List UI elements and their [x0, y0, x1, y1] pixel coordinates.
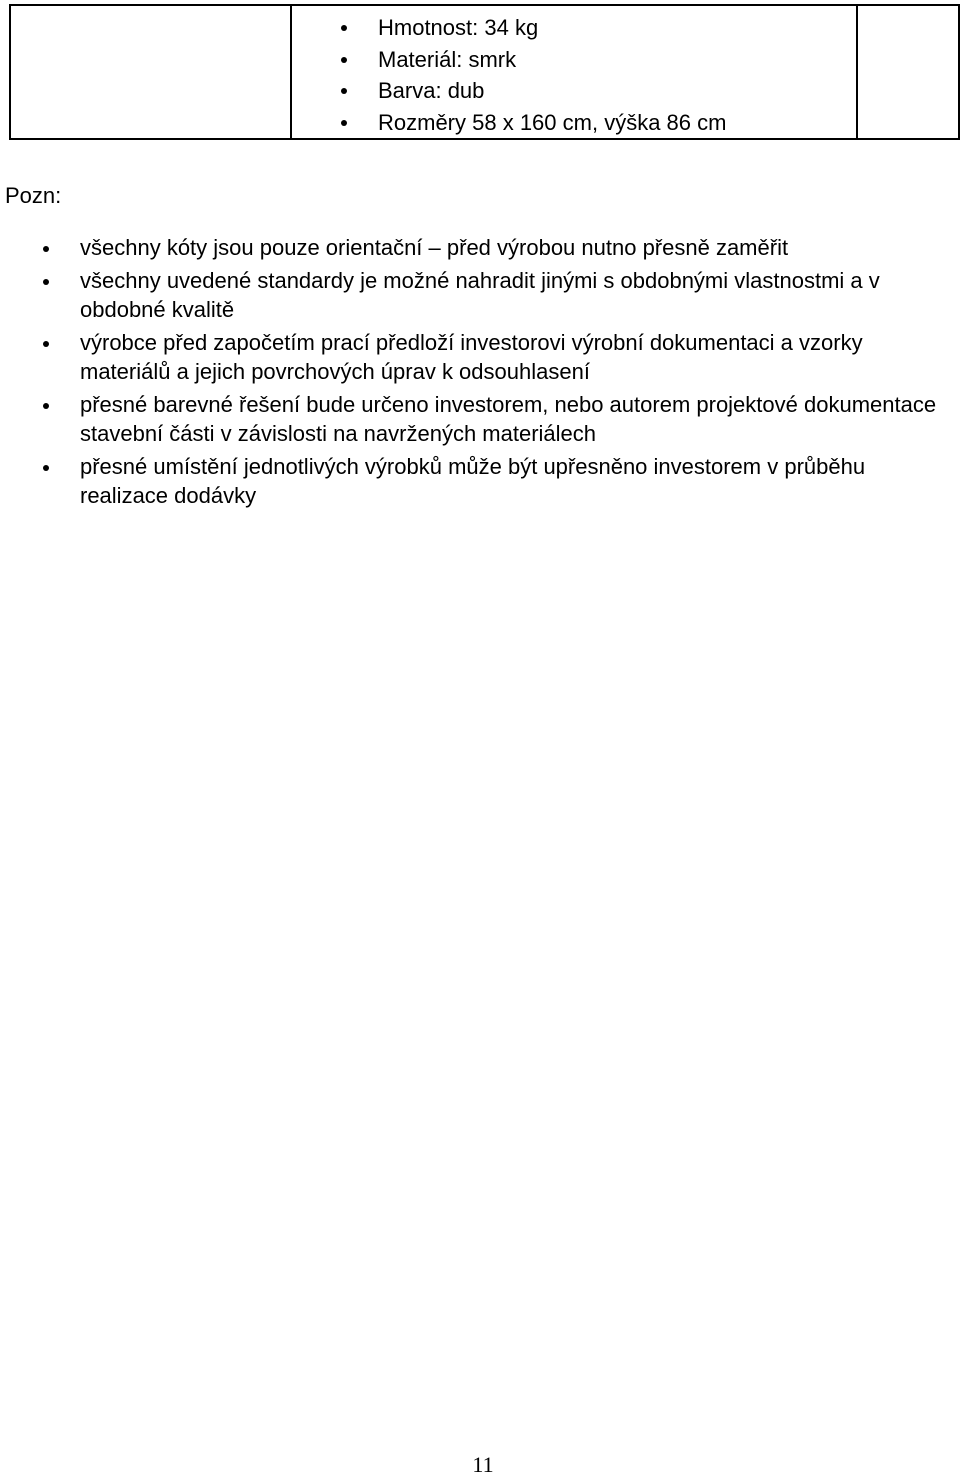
notes-list	[0, 233, 960, 514]
note-item	[0, 233, 960, 263]
bullet-icon	[341, 25, 347, 31]
page-number: 11	[472, 1452, 494, 1477]
note-text: výrobce před započetím prací předloží investorovi výrobní dokumentaci a vzorky materiálů a jejich povrchových úprav k odsouhlasení	[80, 329, 863, 384]
spec-table	[9, 4, 960, 140]
note-item	[0, 328, 960, 387]
note-item	[0, 452, 960, 511]
spec-list-item	[292, 107, 856, 139]
bullet-icon	[43, 403, 49, 409]
spec-list-item	[292, 12, 856, 44]
bullet-icon	[43, 279, 49, 285]
note-text: všechny kóty jsou pouze orientační – před výrobou nutno přesně zaměřit	[80, 235, 789, 260]
spec-list-item	[292, 44, 856, 76]
notes-label: Pozn:	[5, 183, 62, 208]
spec-dimensions: Rozměry 58 x 160 cm, výška 86 cm	[378, 109, 727, 135]
spec-table-cell-properties	[291, 5, 857, 139]
spec-color: Barva: dub	[378, 78, 485, 103]
spec-weight: Hmotnost: 34 kg	[378, 15, 539, 40]
spec-table-row	[10, 5, 959, 139]
note-item	[0, 266, 960, 325]
bullet-icon	[43, 246, 49, 252]
note-text: všechny uvedené standardy je možné nahradit jinými s obdobnými vlastnostmi a v obdobné kvalitě	[80, 267, 880, 322]
note-text: přesné barevné řešení bude určeno investorem, nebo autorem projektové dokumentace stavební části v závislosti na navržených materiálech	[80, 391, 937, 446]
bullet-icon	[341, 57, 347, 63]
spec-material: Materiál: smrk	[378, 46, 517, 72]
note-item	[0, 390, 960, 449]
note-text: přesné umístění jednotlivých výrobků může být upřesněno investorem v průběhu realizace dodávky	[80, 453, 866, 508]
bullet-icon	[341, 88, 347, 94]
spec-table-cell-empty-right	[857, 5, 959, 139]
bullet-icon	[43, 465, 49, 471]
spec-list	[292, 6, 856, 138]
bullet-icon	[341, 120, 347, 126]
bullet-icon	[43, 341, 49, 347]
spec-table-cell-empty-left	[10, 5, 291, 139]
spec-list-item	[292, 75, 856, 107]
